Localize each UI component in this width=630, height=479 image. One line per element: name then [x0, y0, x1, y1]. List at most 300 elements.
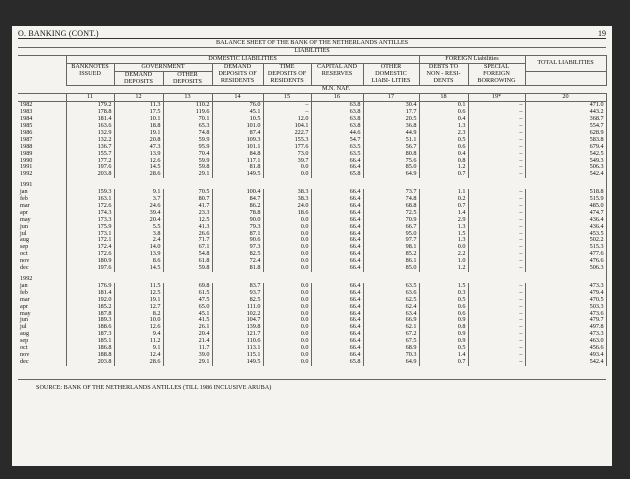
table-cell: 485.0 — [525, 203, 606, 210]
unit-spacer — [18, 86, 66, 94]
table-cell: 222.7 — [263, 130, 311, 137]
table-cell: 554.7 — [525, 123, 606, 130]
row-label: jun — [18, 317, 66, 324]
table-cell: 18.6 — [263, 210, 311, 217]
table-cell: 2.2 — [419, 251, 468, 258]
table-cell: 47.3 — [114, 144, 163, 151]
table-cell: – — [468, 265, 525, 272]
table-cell: 18.8 — [114, 123, 163, 130]
row-label: jan — [18, 189, 66, 196]
capital-reserves-header: CAPITAL AND RESERVES — [311, 63, 363, 86]
row-label: may — [18, 311, 66, 318]
table-cell: 583.8 — [525, 137, 606, 144]
row-label: 1992 — [18, 171, 66, 178]
table-cell: 29.1 — [163, 359, 212, 366]
table-cell: 0.0 — [263, 290, 311, 297]
row-label: nov — [18, 258, 66, 265]
table-cell: 44.6 — [311, 130, 363, 137]
table-cell: 12.5 — [114, 290, 163, 297]
table-cell: 10.1 — [114, 116, 163, 123]
table-cell: 74.8 — [163, 130, 212, 137]
table-cell: 59.8 — [163, 164, 212, 171]
table-cell: – — [468, 210, 525, 217]
table-cell: 8.2 — [114, 311, 163, 318]
table-cell: 70.3 — [363, 352, 419, 359]
table-cell: 66.4 — [311, 251, 363, 258]
table-cell: 67.2 — [363, 331, 419, 338]
table-cell: 0.9 — [419, 317, 468, 324]
table-cell: – — [468, 331, 525, 338]
table-cell: 10.0 — [114, 317, 163, 324]
table-cell: 87.4 — [212, 130, 263, 137]
row-label: oct — [18, 345, 66, 352]
page-number: 19 — [598, 29, 606, 38]
table-cell: 19.1 — [114, 297, 163, 304]
table-cell: 38.3 — [263, 196, 311, 203]
table-cell: 0.0 — [419, 244, 468, 251]
table-cell: 66.4 — [311, 297, 363, 304]
table-cell: 12.7 — [114, 304, 163, 311]
table-cell: 59.8 — [163, 265, 212, 272]
table-cell: 74.8 — [363, 196, 419, 203]
table-cell: 66.4 — [311, 345, 363, 352]
table-cell: 203.8 — [66, 359, 114, 366]
table-cell: 113.1 — [212, 345, 263, 352]
table-cell: 81.8 — [212, 164, 263, 171]
table-cell: 2.4 — [114, 237, 163, 244]
table-cell: – — [468, 189, 525, 196]
table-cell: – — [468, 237, 525, 244]
table-cell: 66.4 — [311, 158, 363, 165]
table-cell: 177.6 — [263, 144, 311, 151]
liabilities-label: LIABILITIES — [18, 47, 606, 55]
column-number: 11 — [66, 94, 114, 102]
row-label: 1990 — [18, 158, 66, 165]
table-cell: 493.4 — [525, 352, 606, 359]
column-number: 17 — [363, 94, 419, 102]
table-cell: 41.7 — [163, 203, 212, 210]
monthly-rows-1991 — [18, 189, 606, 272]
table-cell: 51.1 — [363, 137, 419, 144]
table-cell: 65.3 — [163, 123, 212, 130]
table-cell: 187.3 — [66, 331, 114, 338]
row-label: 1991 — [18, 164, 66, 171]
row-label: jun — [18, 224, 66, 231]
table-cell: – — [468, 258, 525, 265]
table-cell: 21.4 — [163, 338, 212, 345]
table-cell: – — [468, 164, 525, 171]
table-cell: – — [468, 203, 525, 210]
stub-header — [18, 55, 66, 86]
table-cell: 44.9 — [363, 130, 419, 137]
table-cell: 63.6 — [363, 290, 419, 297]
table-cell: 1.2 — [419, 265, 468, 272]
table-cell: 0.7 — [419, 171, 468, 178]
table-cell: 0.6 — [419, 304, 468, 311]
table-cell: – — [468, 311, 525, 318]
table-cell: 0.0 — [263, 317, 311, 324]
table-cell: 503.3 — [525, 304, 606, 311]
table-cell: 66.4 — [311, 210, 363, 217]
table-cell: 5.5 — [114, 224, 163, 231]
table-cell: – — [468, 297, 525, 304]
row-label: 1989 — [18, 151, 66, 158]
row-label: aug — [18, 331, 66, 338]
table-cell: – — [468, 109, 525, 116]
row-label: sep — [18, 244, 66, 251]
row-label: 1985 — [18, 123, 66, 130]
table-cell: 0.0 — [263, 217, 311, 224]
table-cell: 26.1 — [163, 324, 212, 331]
table-row — [18, 359, 606, 366]
table-cell: 172.1 — [66, 237, 114, 244]
table-cell: 181.4 — [66, 116, 114, 123]
table-cell: 63.5 — [311, 151, 363, 158]
table-cell: – — [263, 109, 311, 116]
table-cell: 20.4 — [163, 331, 212, 338]
row-label: apr — [18, 210, 66, 217]
table-cell: 479.7 — [525, 317, 606, 324]
table-cell: – — [468, 338, 525, 345]
table-cell: 23.3 — [163, 210, 212, 217]
table-cell: 0.0 — [263, 231, 311, 238]
other-domestic-header: OTHER DOMESTIC LIABI- LITIES — [363, 63, 419, 86]
table-cell: 66.4 — [311, 244, 363, 251]
table-cell: 78.8 — [212, 210, 263, 217]
table-cell: 132.2 — [66, 137, 114, 144]
table-cell: – — [468, 244, 525, 251]
table-cell: 10.5 — [212, 116, 263, 123]
table-cell: 59.9 — [163, 158, 212, 165]
table-cell: – — [468, 231, 525, 238]
table-cell: 93.7 — [212, 290, 263, 297]
table-cell: 12.4 — [114, 352, 163, 359]
table-cell: 81.8 — [212, 265, 263, 272]
table-cell: 473.6 — [525, 311, 606, 318]
table-cell: 1.0 — [419, 258, 468, 265]
table-cell: 36.8 — [363, 123, 419, 130]
table-cell: – — [468, 224, 525, 231]
table-cell: 119.6 — [163, 109, 212, 116]
table-cell: 0.7 — [419, 203, 468, 210]
table-cell: 54.7 — [311, 137, 363, 144]
table-cell: 0.1 — [419, 102, 468, 109]
column-number: 20 — [525, 94, 606, 102]
row-label: feb — [18, 290, 66, 297]
table-cell: – — [468, 158, 525, 165]
table-cell: 66.4 — [311, 324, 363, 331]
column-number: 16 — [311, 94, 363, 102]
table-cell: 100.4 — [212, 189, 263, 196]
row-label: mar — [18, 297, 66, 304]
table-cell: – — [468, 290, 525, 297]
table-cell: 0.5 — [419, 345, 468, 352]
table-cell: 54.8 — [163, 251, 212, 258]
table-cell: 63.8 — [311, 102, 363, 109]
table-cell: 72.5 — [363, 210, 419, 217]
spacer — [66, 182, 606, 189]
table-cell: 97.7 — [363, 237, 419, 244]
table-cell: 197.6 — [66, 265, 114, 272]
table-cell: – — [468, 196, 525, 203]
table-cell: 436.4 — [525, 217, 606, 224]
table-cell: 0.0 — [263, 338, 311, 345]
table-cell: 63.8 — [311, 116, 363, 123]
table-cell: 0.0 — [263, 304, 311, 311]
table-cell: 172.4 — [66, 244, 114, 251]
table-cell: 66.4 — [311, 331, 363, 338]
table-cell: 178.8 — [66, 109, 114, 116]
table-cell: 0.5 — [419, 297, 468, 304]
table-cell: 68.8 — [363, 203, 419, 210]
table-cell: 0.0 — [263, 171, 311, 178]
row-label: 1983 — [18, 109, 66, 116]
table-cell: 66.4 — [311, 317, 363, 324]
table-cell: 75.6 — [363, 158, 419, 165]
table-cell: 515.9 — [525, 196, 606, 203]
table-cell: 0.0 — [263, 297, 311, 304]
table-cell: 115.1 — [212, 352, 263, 359]
table-cell: 41.3 — [163, 224, 212, 231]
table-cell: 1.1 — [419, 189, 468, 196]
table-cell: 109.3 — [212, 137, 263, 144]
table-cell: 456.6 — [525, 345, 606, 352]
table-cell: 0.0 — [263, 237, 311, 244]
table-cell: 86.2 — [212, 203, 263, 210]
table-cell: 476.6 — [525, 258, 606, 265]
table-cell: 368.7 — [525, 116, 606, 123]
table-cell: 104.1 — [263, 123, 311, 130]
table-cell: 17.7 — [363, 109, 419, 116]
table-cell: 102.2 — [212, 311, 263, 318]
table-cell: 76.0 — [212, 102, 263, 109]
table-cell: 12.5 — [163, 217, 212, 224]
table-cell: 85.2 — [363, 251, 419, 258]
total-liabilities-header: TOTAL LIABILITIES — [525, 55, 606, 71]
table-cell: 172.6 — [66, 203, 114, 210]
table-cell: – — [468, 359, 525, 366]
table-cell: 66.7 — [363, 224, 419, 231]
table-cell: 47.5 — [163, 297, 212, 304]
table-cell: 186.8 — [66, 345, 114, 352]
table-cell: 463.0 — [525, 338, 606, 345]
table-cell: – — [468, 144, 525, 151]
gov-demand-deposits-header: DEMAND DEPOSITS — [114, 71, 163, 86]
column-number: 15 — [263, 94, 311, 102]
table-cell: 163.1 — [66, 196, 114, 203]
row-label: dec — [18, 265, 66, 272]
table-cell: 173.1 — [66, 231, 114, 238]
table-cell: 62.4 — [363, 304, 419, 311]
table-cell: 84.7 — [212, 196, 263, 203]
table-cell: 149.5 — [212, 359, 263, 366]
row-label: 1987 — [18, 137, 66, 144]
table-cell: 192.0 — [66, 297, 114, 304]
gov-other-deposits-header: OTHER DEPOSITS — [163, 71, 212, 86]
table-cell: 443.2 — [525, 109, 606, 116]
column-number: 18 — [419, 94, 468, 102]
table-cell: 197.6 — [66, 164, 114, 171]
row-label: dec — [18, 359, 66, 366]
table-cell: 67.5 — [363, 338, 419, 345]
row-label: jul — [18, 231, 66, 238]
table-cell: 66.9 — [363, 317, 419, 324]
table-cell: 41.5 — [163, 317, 212, 324]
table-cell: 11.3 — [114, 102, 163, 109]
table-cell: 2.9 — [419, 217, 468, 224]
spacer — [66, 276, 606, 283]
table-cell: 542.4 — [525, 171, 606, 178]
table-cell: 97.3 — [212, 244, 263, 251]
table-cell: 70.4 — [163, 151, 212, 158]
government-header: GOVERNMENT — [114, 63, 212, 71]
table-cell: 0.6 — [419, 144, 468, 151]
row-label: 1984 — [18, 116, 66, 123]
column-number: 12 — [114, 94, 163, 102]
table-cell: 80.7 — [163, 196, 212, 203]
table-cell: 0.0 — [263, 359, 311, 366]
row-label: 1982 — [18, 102, 66, 109]
table-cell: 175.9 — [66, 224, 114, 231]
unit-label: M.N. NAF. — [66, 86, 606, 94]
table-cell: 110.2 — [163, 102, 212, 109]
table-cell: 0.0 — [263, 265, 311, 272]
table-cell: 177.2 — [66, 158, 114, 165]
table-cell: 73.7 — [363, 189, 419, 196]
table-cell: 11.5 — [114, 283, 163, 290]
table-cell: 63.5 — [311, 144, 363, 151]
table-cell: 98.1 — [363, 244, 419, 251]
table-cell: 45.1 — [212, 109, 263, 116]
table-cell: 61.8 — [163, 258, 212, 265]
table-cell: 66.4 — [311, 311, 363, 318]
special-foreign-header: SPECIAL FOREIGN BORROWING — [468, 63, 525, 86]
table-cell: – — [468, 151, 525, 158]
table-cell: 14.5 — [114, 265, 163, 272]
table-cell: 0.8 — [419, 324, 468, 331]
table-cell: 84.8 — [212, 151, 263, 158]
table-cell: 132.9 — [66, 130, 114, 137]
table-cell: 477.6 — [525, 251, 606, 258]
table-cell: 82.5 — [212, 297, 263, 304]
table-cell: 39.7 — [263, 158, 311, 165]
table-cell: 1.3 — [419, 123, 468, 130]
table-cell: 1.4 — [419, 210, 468, 217]
table-cell: 64.9 — [363, 359, 419, 366]
row-label: jul — [18, 324, 66, 331]
table-cell: 2.3 — [419, 130, 468, 137]
table-cell: 90.6 — [212, 237, 263, 244]
table-cell: 1.3 — [419, 224, 468, 231]
table-cell: 86.1 — [363, 258, 419, 265]
table-cell: 13.9 — [114, 251, 163, 258]
table-cell: 26.6 — [163, 231, 212, 238]
table-cell: 0.0 — [263, 324, 311, 331]
table-cell: 82.5 — [212, 251, 263, 258]
table-cell: 0.9 — [419, 331, 468, 338]
table-cell: 62.1 — [363, 324, 419, 331]
row-label: may — [18, 217, 66, 224]
table-cell: 101.1 — [212, 144, 263, 151]
table-cell: – — [468, 171, 525, 178]
table-cell: – — [468, 116, 525, 123]
table-cell: 0.0 — [263, 164, 311, 171]
table-cell: 66.4 — [311, 338, 363, 345]
table-cell: 518.8 — [525, 189, 606, 196]
table-cell: 0.8 — [419, 158, 468, 165]
table-cell: 179.2 — [66, 102, 114, 109]
table-cell: 66.4 — [311, 237, 363, 244]
document-page — [12, 26, 612, 466]
table-cell: 0.0 — [263, 352, 311, 359]
table-cell: 11.7 — [163, 345, 212, 352]
table-cell: – — [468, 345, 525, 352]
table-cell: 39.0 — [163, 352, 212, 359]
table-cell: – — [468, 137, 525, 144]
table-cell: – — [468, 304, 525, 311]
table-cell: 104.7 — [212, 317, 263, 324]
table-cell: 9.1 — [114, 189, 163, 196]
table-cell: 181.4 — [66, 290, 114, 297]
table-cell: 1.5 — [419, 231, 468, 238]
table-cell: 17.5 — [114, 109, 163, 116]
table-cell: 542.4 — [525, 359, 606, 366]
row-label: 1988 — [18, 144, 66, 151]
table-cell: 0.2 — [419, 196, 468, 203]
table-cell: 0.0 — [263, 331, 311, 338]
table-cell: 28.6 — [114, 359, 163, 366]
table-cell: 63.5 — [363, 283, 419, 290]
table-cell: 1.3 — [419, 237, 468, 244]
table-cell: 56.7 — [363, 144, 419, 151]
table-cell: 70.1 — [163, 116, 212, 123]
monthly-rows-1992 — [18, 283, 606, 366]
table-cell: 189.3 — [66, 317, 114, 324]
row-label: feb — [18, 196, 66, 203]
table-cell: 453.5 — [525, 231, 606, 238]
row-label: 1986 — [18, 130, 66, 137]
table-cell: 0.0 — [263, 258, 311, 265]
column-number: 19* — [468, 94, 525, 102]
table-cell: 136.7 — [66, 144, 114, 151]
banknotes-header: BANKNOTES ISSUED — [66, 63, 114, 86]
table-cell: 149.5 — [212, 171, 263, 178]
table-cell: 29.1 — [163, 171, 212, 178]
table-cell: 117.1 — [212, 158, 263, 165]
table-cell: 61.5 — [163, 290, 212, 297]
table-cell: 71.7 — [163, 237, 212, 244]
table-cell: 101.0 — [212, 123, 263, 130]
table-cell: 83.7 — [212, 283, 263, 290]
table-cell: 679.4 — [525, 144, 606, 151]
table-cell: 73.0 — [263, 151, 311, 158]
table-cell: 155.7 — [66, 151, 114, 158]
table-cell: 173.3 — [66, 217, 114, 224]
table-cell: 67.1 — [163, 244, 212, 251]
table-cell: 85.0 — [363, 164, 419, 171]
running-head: O. BANKING (CONT.) — [18, 29, 99, 38]
table-cell: 0.0 — [263, 283, 311, 290]
column-number: 13 — [163, 94, 212, 102]
table-cell: 24.6 — [114, 203, 163, 210]
row-label: oct — [18, 251, 66, 258]
table-cell: 111.0 — [212, 304, 263, 311]
foreign-liabilities-header: FOREIGN Liabilities — [419, 55, 525, 63]
table-cell: – — [468, 352, 525, 359]
table-cell: 12.6 — [114, 324, 163, 331]
table-cell: 474.7 — [525, 210, 606, 217]
annual-rows — [18, 102, 606, 178]
